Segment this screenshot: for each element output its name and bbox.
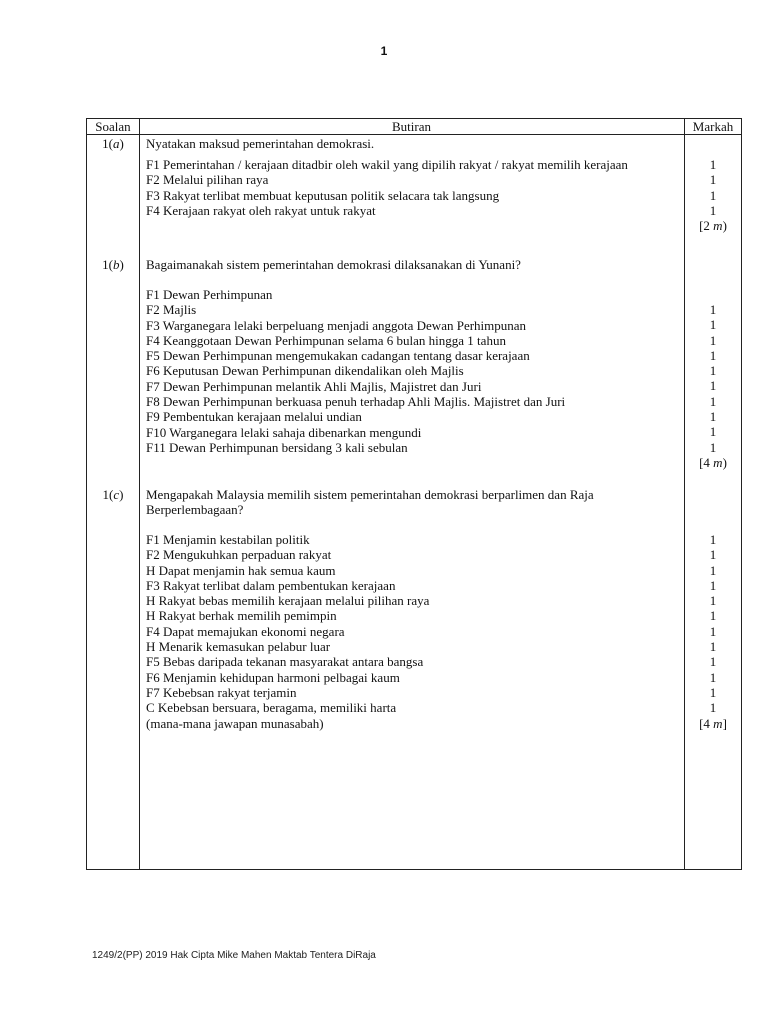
question-number: 1(c) <box>102 487 124 502</box>
answer-item: F1 Pemerintahan / kerajaan ditadbir oleh wakil yang dipilih rakyat / rakyat memilih kerajaan <box>146 157 628 172</box>
answer-item: F10 Warganegara lelaki sahaja dibenarkan mengundi <box>146 424 422 440</box>
mark-value: 1 <box>709 669 717 685</box>
mark-value: 1 <box>709 623 717 639</box>
question-number: 1(b) <box>102 257 124 272</box>
mark-value: 1 <box>709 378 717 394</box>
mark-value: 1 <box>709 393 717 409</box>
answer-item: F6 Menjamin kehidupan harmoni pelbagai kaum <box>146 669 400 685</box>
mark-value: 1 <box>709 187 717 203</box>
answer-item: F4 Keanggotaan Dewan Perhimpunan selama 6 bulan hingga 1 tahun <box>146 332 506 348</box>
answer-item: C Kebebsan bersuara, beragama, memiliki harta <box>146 700 397 716</box>
answer-item: F7 Kebebsan rakyat terjamin <box>146 684 297 700</box>
answer-item: F8 Dewan Perhimpunan berkuasa penuh terhadap Ahli Majlis. Majistret dan Juri <box>146 394 566 410</box>
answer-item: H Rakyat bebas memilih kerajaan melalui pilihan raya <box>146 593 430 609</box>
question-text: Nyatakan maksud pemerintahan demokrasi. <box>146 136 375 151</box>
answer-list <box>146 287 682 455</box>
question-text: Mengapakah Malaysia memilih sistem pemerintahan demokrasi berparlimen dan Raja Berperlembagaan? <box>146 487 594 518</box>
answer-item: F5 Dewan Perhimpunan mengemukakan cadangan tentang dasar kerajaan <box>146 348 530 364</box>
marks-list <box>684 157 742 233</box>
answer-item: F2 Melalui pilihan raya <box>146 172 269 188</box>
answer-item: F1 Menjamin kestabilan politik <box>146 532 310 547</box>
mark-value: 1 <box>709 547 717 563</box>
answer-item: F3 Warganegara lelaki berpeluang menjadi anggota Dewan Perhimpunan <box>146 317 527 333</box>
page-number: 1 <box>380 44 388 58</box>
total-marks: [2 m) <box>699 218 727 234</box>
answer-item: H Rakyat berhak memilih pemimpin <box>146 608 337 624</box>
answer-item: F2 Mengukuhkan perpaduan rakyat <box>146 547 332 563</box>
answer-item: F4 Dapat memajukan ekonomi negara <box>146 623 345 639</box>
table-header-row <box>87 119 741 135</box>
mark-value: 1 <box>709 593 717 609</box>
header-butiran: Butiran <box>392 119 431 134</box>
answer-item: F1 Dewan Perhimpunan <box>146 287 273 302</box>
answer-item: F3 Rakyat terlibat membuat keputusan politik selacara tak langsung <box>146 187 500 203</box>
mark-value: 1 <box>709 532 717 547</box>
answer-item: F9 Pembentukan kerajaan melalui undian <box>146 409 362 425</box>
answer-item: H Dapat menjamin hak semua kaum <box>146 562 336 578</box>
answer-item: F4 Kerajaan rakyat oleh rakyat untuk rakyat <box>146 202 376 218</box>
column-divider <box>139 119 140 869</box>
mark-value: 1 <box>709 439 717 455</box>
question-text: Bagaimanakah sistem pemerintahan demokrasi dilaksanakan di Yunani? <box>146 257 521 272</box>
answer-item: F5 Bebas daripada tekanan masyarakat antara bangsa <box>146 654 424 670</box>
header-markah: Markah <box>692 119 734 134</box>
answer-item: (mana-mana jawapan munasabah) <box>146 715 324 731</box>
answer-scheme-table <box>86 118 742 870</box>
answer-item: F3 Rakyat terlibat dalam pembentukan kerajaan <box>146 577 396 593</box>
answer-item: F7 Dewan Perhimpunan melantik Ahli Majlis, Majistret dan Juri <box>146 378 482 394</box>
mark-value: 1 <box>709 639 717 655</box>
mark-value: 1 <box>709 317 717 333</box>
answer-item: F6 Keputusan Dewan Perhimpunan dikendalikan oleh Majlis <box>146 363 464 379</box>
mark-value: 1 <box>709 577 717 593</box>
mark-value: 1 <box>709 172 717 188</box>
mark-value: 1 <box>709 363 717 379</box>
total-marks: [4 m) <box>699 454 727 470</box>
mark-value: 1 <box>709 157 717 172</box>
mark-value: 1 <box>709 684 717 700</box>
mark-value: 1 <box>709 202 717 218</box>
mark-value: 1 <box>709 302 717 317</box>
mark-value: 1 <box>709 700 717 716</box>
question-number: 1(a) <box>102 136 124 151</box>
mark-value: 1 <box>709 608 717 624</box>
marks-list <box>684 532 742 731</box>
answer-list <box>146 157 682 218</box>
mark-value: 1 <box>709 654 717 670</box>
footer-copyright: 1249/2(PP) 2019 Hak Cipta Mike Mahen Maktab Tentera DiRaja <box>92 950 376 961</box>
answer-list <box>146 532 682 731</box>
mark-value: 1 <box>709 409 717 425</box>
total-marks: [4 m] <box>699 715 727 731</box>
mark-value: 1 <box>709 347 717 363</box>
header-soalan: Soalan <box>95 119 131 134</box>
mark-value: 1 <box>709 332 717 348</box>
answer-item: F11 Dewan Perhimpunan bersidang 3 kali sebulan <box>146 439 408 455</box>
mark-value: 1 <box>709 424 717 440</box>
mark-value: 1 <box>709 562 717 578</box>
marks-list <box>684 302 742 470</box>
answer-item: F2 Majlis <box>146 302 197 318</box>
answer-item: H Menarik kemasukan pelabur luar <box>146 639 331 655</box>
